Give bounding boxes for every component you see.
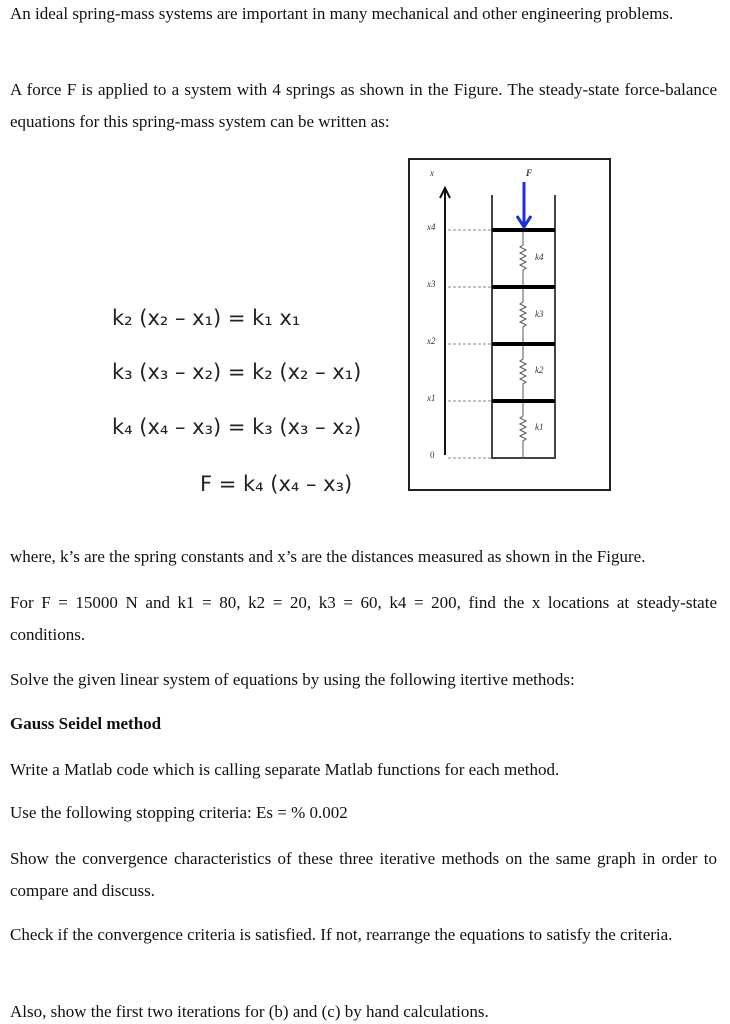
origin-label: 0	[430, 450, 435, 460]
stopping-criteria-paragraph: Use the following stopping criteria: Es = % 0.002	[10, 803, 348, 822]
x4-label: x4	[427, 222, 436, 232]
axis-label: x	[430, 168, 434, 178]
spring-mass-diagram	[410, 160, 609, 489]
force-label: F	[526, 168, 533, 178]
k3-label: k3	[535, 309, 544, 319]
k4-label: k4	[535, 252, 544, 262]
x2-label: x2	[427, 336, 436, 346]
dashed-guides	[448, 230, 492, 458]
intro-paragraph: An ideal spring-mass systems are important in many mechanical and other engineering problems.	[10, 4, 674, 23]
solve-paragraph: Solve the given linear system of equations by using the following itertive methods:	[10, 670, 575, 689]
hand-calc-paragraph: Also, show the first two iterations for (b) and (c) by hand calculations.	[10, 1002, 489, 1021]
given-values-paragraph: For F = 15000 N and k1 = 80, k2 = 20, k3 = 60, k4 = 200, find the x locations at steady-state conditions.	[10, 593, 717, 644]
equation-3: k₄ (x₄ – x₃) = k₃ (x₃ – x₂)	[112, 415, 362, 439]
problem-paragraph: A force F is applied to a system with 4 springs as shown in the Figure. The steady-state force-balance equations for this spring-mass system can be written as:	[10, 80, 717, 131]
force-arrow-icon	[517, 182, 531, 227]
equation-2: k₃ (x₃ – x₂) = k₂ (x₂ – x₁)	[112, 360, 362, 384]
equation-4: F = k₄ (x₄ – x₃)	[200, 472, 353, 496]
where-paragraph: where, k’s are the spring constants and x’s are the distances measured as shown in the Figure.	[10, 547, 646, 566]
matlab-paragraph: Write a Matlab code which is calling separate Matlab functions for each method.	[10, 760, 560, 779]
k1-label: k1	[535, 422, 544, 432]
criteria-check-paragraph: Check if the convergence criteria is satisfied. If not, rearrange the equations to satisfy the criteria.	[10, 925, 673, 944]
spring-mass-figure	[408, 158, 611, 491]
convergence-paragraph: Show the convergence characteristics of these three iterative methods on the same graph in order to compare and discuss.	[10, 849, 717, 900]
x1-label: x1	[427, 393, 436, 403]
x3-label: x3	[427, 279, 436, 289]
method-heading: Gauss Seidel method	[10, 714, 162, 733]
equation-1: k₂ (x₂ – x₁) = k₁ x₁	[112, 306, 301, 330]
k2-label: k2	[535, 365, 544, 375]
